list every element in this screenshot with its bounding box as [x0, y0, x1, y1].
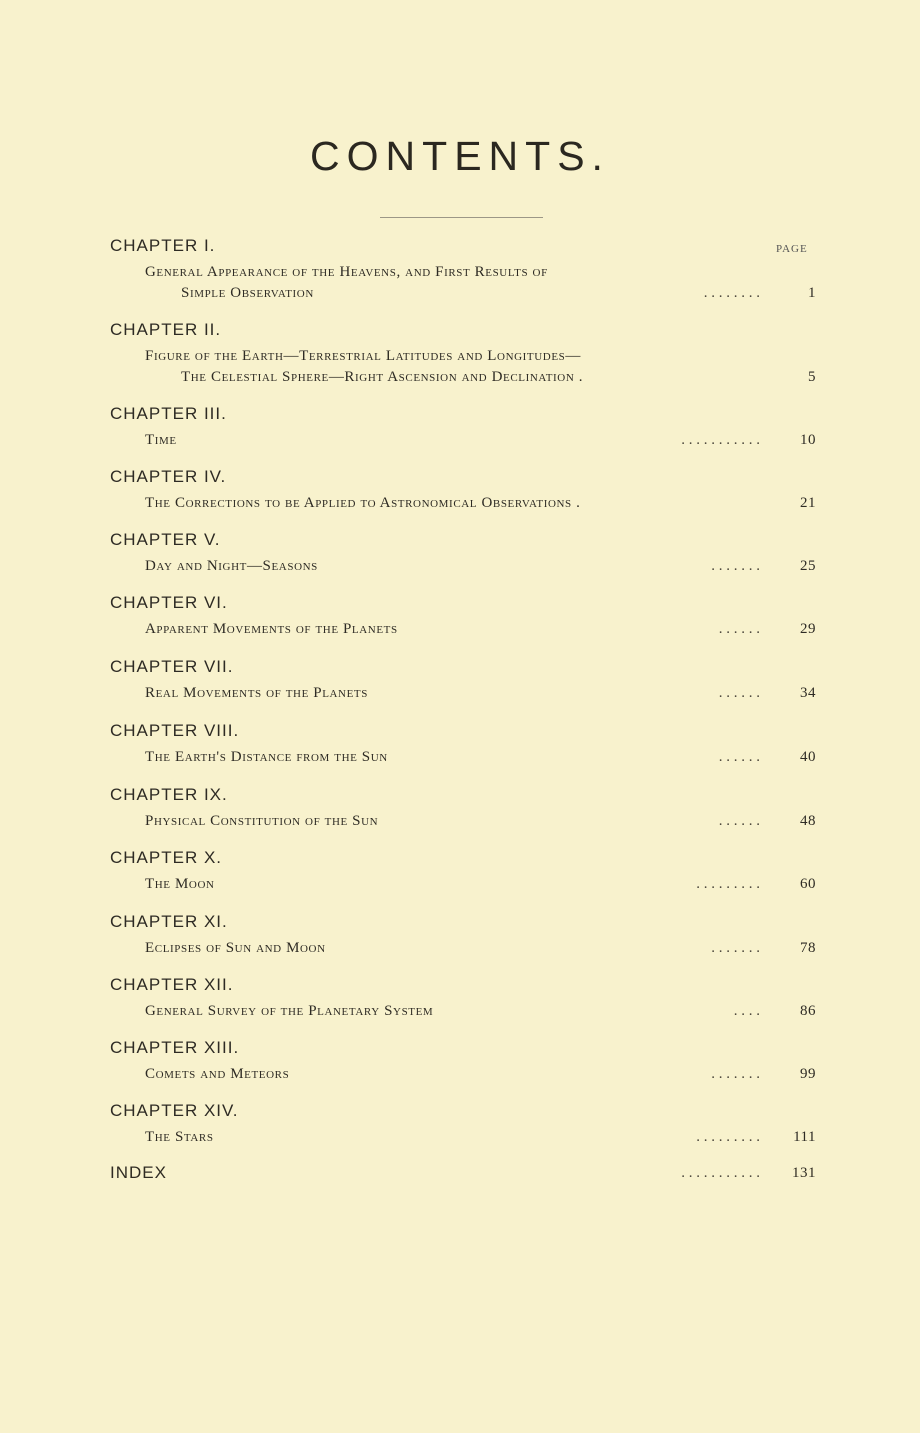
leader-dots: . . . . . . — [718, 749, 760, 765]
toc-chapter-5 — [110, 530, 820, 577]
leader-dots: . . . . . . . . . . . — [681, 1165, 760, 1181]
chapter-title — [145, 1127, 820, 1148]
chapter-title — [145, 811, 820, 832]
chapter-heading: CHAPTER XIII. — [110, 1038, 240, 1057]
chapter-title — [145, 683, 820, 704]
leader-dots: . . . . . . . . . — [696, 876, 760, 892]
chapter-title-line: The Earth's Distance from the Sun — [145, 749, 388, 765]
leader-dots: . . . . . . — [718, 685, 760, 701]
chapter-title-line: Real Movements of the Planets — [145, 685, 368, 701]
chapter-title — [145, 619, 820, 640]
toc-chapter-11 — [110, 912, 820, 959]
index-label: INDEX — [110, 1163, 167, 1182]
toc-chapter-7 — [110, 657, 820, 704]
chapter-title — [145, 493, 820, 514]
chapter-title — [145, 430, 820, 451]
leader-dots: . . . . — [733, 1003, 760, 1019]
leader-dots: . . . . . . . — [711, 1066, 760, 1082]
toc-index — [110, 1163, 820, 1183]
chapter-title-line: The Stars — [145, 1129, 214, 1145]
chapter-title-line: Figure of the Earth—Terrestrial Latitudes and Longitudes— — [145, 348, 581, 364]
leader-dots: . . . . . . . . . — [696, 1129, 760, 1145]
chapter-heading: CHAPTER V. — [110, 530, 221, 549]
chapter-title-line: Eclipses of Sun and Moon — [145, 940, 326, 956]
chapter-title-line: Simple Observation — [181, 285, 314, 301]
chapter-heading: CHAPTER VII. — [110, 657, 234, 676]
toc-chapter-14 — [110, 1101, 820, 1148]
toc-chapter-4 — [110, 467, 820, 514]
page-number: 21 — [800, 495, 816, 511]
chapter-title — [145, 346, 820, 388]
page-number: 29 — [800, 621, 816, 637]
page-column-heading: PAGE — [776, 243, 808, 255]
page-number: 25 — [800, 558, 816, 574]
chapter-heading: CHAPTER XII. — [110, 975, 234, 994]
leader-dots: . . . . . . . — [711, 940, 760, 956]
page-number: 34 — [800, 685, 816, 701]
toc-chapter-2 — [110, 320, 820, 388]
page-number: 48 — [800, 813, 816, 829]
chapter-heading: CHAPTER VI. — [110, 593, 228, 612]
chapter-title-line: Physical Constitution of the Sun — [145, 813, 379, 829]
chapter-title-line: General Survey of the Planetary System — [145, 1003, 434, 1019]
chapter-title — [145, 874, 820, 895]
chapter-title — [145, 747, 820, 768]
chapter-title-line: Comets and Meteors — [145, 1066, 290, 1082]
chapter-heading: CHAPTER IV. — [110, 467, 227, 486]
chapter-title — [145, 938, 820, 959]
chapter-title — [145, 556, 820, 577]
chapter-heading: CHAPTER X. — [110, 848, 223, 867]
chapter-title-line: The Moon — [145, 876, 215, 892]
toc-chapter-10 — [110, 848, 820, 895]
chapter-heading: CHAPTER II. — [110, 320, 222, 339]
chapter-title-line: Day and Night—Seasons — [145, 558, 318, 574]
toc-chapter-3 — [110, 404, 820, 451]
chapter-title-line: General Appearance of the Heavens, and First Results of — [145, 264, 548, 280]
leader-dots: . . . . . . . . — [703, 285, 760, 301]
chapter-title — [145, 1001, 820, 1022]
leader-dots: . . . . . . — [718, 621, 760, 637]
chapter-heading: CHAPTER III. — [110, 404, 227, 423]
leader-dots: . . . . . . . — [711, 558, 760, 574]
toc-chapter-6 — [110, 593, 820, 640]
chapter-title-line: Apparent Movements of the Planets — [145, 621, 398, 637]
toc-chapter-13 — [110, 1038, 820, 1085]
page-number: 111 — [793, 1129, 816, 1145]
chapter-title-line: Time — [145, 432, 177, 448]
title-rule — [380, 217, 543, 218]
toc-chapter-8 — [110, 721, 820, 768]
chapter-heading: CHAPTER IX. — [110, 785, 228, 804]
leader-dots: . . . . . . . . . . . — [681, 432, 760, 448]
chapter-heading: CHAPTER XIV. — [110, 1101, 239, 1120]
page-number: 5 — [808, 369, 816, 385]
page-number: 131 — [792, 1165, 816, 1181]
page-number: 1 — [808, 285, 816, 301]
leader-dots: . . . . . . — [718, 813, 760, 829]
chapter-heading: CHAPTER XI. — [110, 912, 228, 931]
chapter-heading: CHAPTER VIII. — [110, 721, 240, 740]
toc-chapter-9 — [110, 785, 820, 832]
chapter-title — [145, 262, 820, 304]
page-title: CONTENTS. — [310, 133, 610, 179]
page-number: 78 — [800, 940, 816, 956]
toc-chapter-12 — [110, 975, 820, 1022]
toc-chapter-1 — [110, 236, 820, 304]
page-number: 86 — [800, 1003, 816, 1019]
page-number: 10 — [800, 432, 816, 448]
page-number: 40 — [800, 749, 816, 765]
page-number: 60 — [800, 876, 816, 892]
chapter-heading: CHAPTER I. — [110, 236, 216, 255]
chapter-title-line: The Celestial Sphere—Right Ascension and Declination . — [181, 369, 584, 385]
chapter-title — [145, 1064, 820, 1085]
page-number: 99 — [800, 1066, 816, 1082]
chapter-title-line: The Corrections to be Applied to Astronomical Observations . — [145, 495, 581, 511]
